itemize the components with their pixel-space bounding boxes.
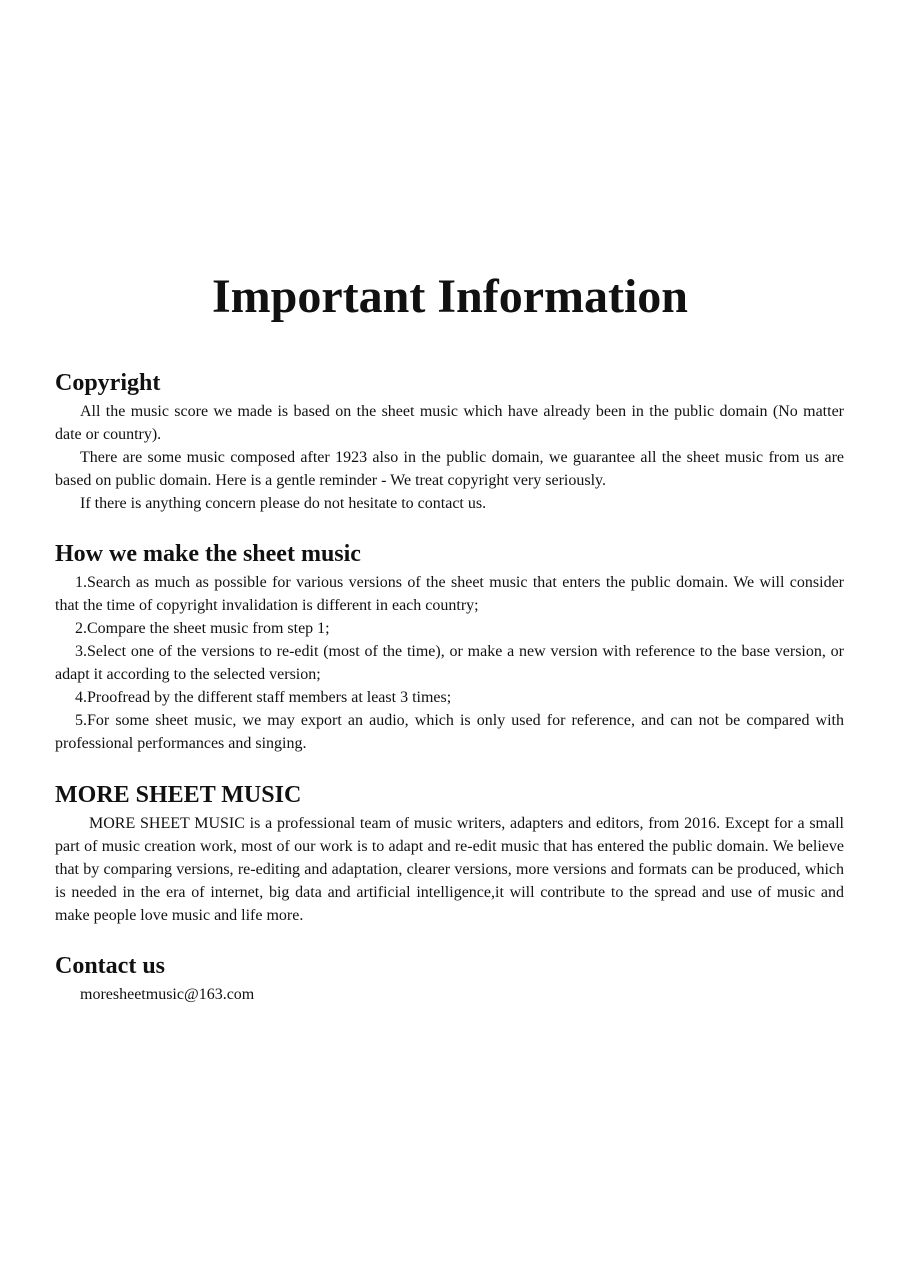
copyright-paragraph: If there is anything concern please do not hesitate to contact us.: [80, 495, 487, 512]
copyright-paragraph: All the music score we made is based on the sheet music which have already been in the public domain (No matter date or country).: [55, 403, 844, 443]
contact-section: [55, 952, 844, 1006]
page-title: Important Information: [212, 270, 688, 323]
copyright-paragraph: There are some music composed after 1923 also in the public domain, we guarantee all the sheet music from us are based on public domain. Here is a gentle reminder - We treat copyright very seriously.: [55, 449, 844, 489]
copyright-section: [55, 369, 844, 515]
contact-heading: Contact us: [55, 953, 166, 979]
how-we-make-section: [55, 540, 844, 755]
more-sheet-music-section: [55, 781, 844, 927]
process-step: 4.Proofread by the different staff members at least 3 times;: [75, 689, 452, 706]
more-sheet-music-heading: MORE SHEET MUSIC: [55, 782, 302, 808]
copyright-heading: Copyright: [55, 370, 161, 396]
process-step: 2.Compare the sheet music from step 1;: [75, 620, 330, 637]
how-we-make-heading: How we make the sheet music: [55, 541, 361, 567]
process-step: 1.Search as much as possible for various versions of the sheet music that enters the public domain. We will consider that the time of copyright invalidation is different in each country;: [55, 574, 844, 614]
process-step: 5.For some sheet music, we may export an audio, which is only used for reference, and can not be compared with professional performances and singing.: [55, 712, 844, 752]
contact-email[interactable]: moresheetmusic@163.com: [80, 986, 255, 1003]
more-sheet-music-paragraph: MORE SHEET MUSIC is a professional team of music writers, adapters and editors, from 2016. Except for a small part of music creation work, most of our work is to adapt and re-edit music that has entered the public domain. We believe that by comparing versions, re-editing and adaptation, clearer versions, more versions and formats can be produced, which is needed in the era of internet, big data and artificial intelligence,it will contribute to the spread and use of music and make people love music and life more.: [55, 815, 844, 924]
process-step: 3.Select one of the versions to re-edit (most of the time), or make a new version with reference to the base version, or adapt it according to the selected version;: [55, 643, 844, 683]
